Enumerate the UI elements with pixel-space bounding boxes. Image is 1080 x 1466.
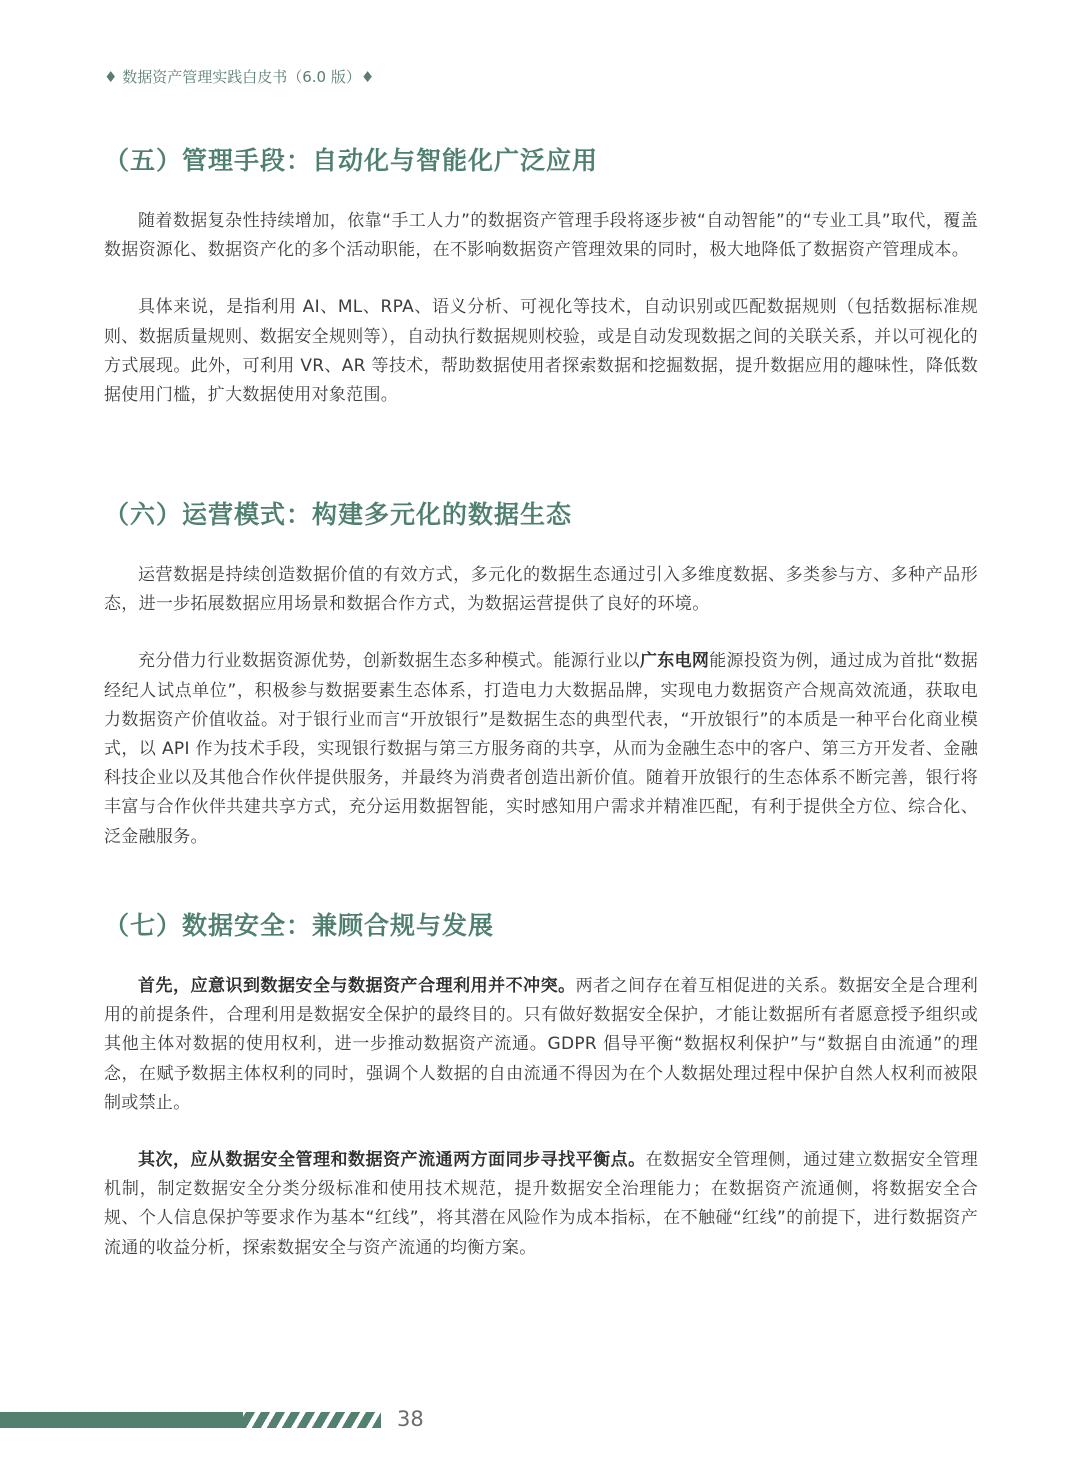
section-heading: （七）数据安全：兼顾合规与发展 <box>104 911 495 940</box>
bold-text: 首先，应意识到数据安全与数据资产合理利用并不冲突。 <box>138 976 576 996</box>
text-run: 随着数据复杂性持续增加，依靠“手工人力”的数据资产管理手段将逐步被“自动智能”的“专业工具”取代，覆盖数据资源化、数据资产化的多个活动职能，在不影响数据资产管理效果的同时，极大地降低了数据资产管理成本。 <box>104 211 978 261</box>
paragraph <box>104 1146 978 1263</box>
paragraph <box>104 207 978 265</box>
paragraph <box>104 561 978 619</box>
text-run: 运营数据是持续创造数据价值的有效方式，多元化的数据生态通过引入多维度数据、多类参与方、多种产品形态，进一步拓展数据应用场景和数据合作方式，为数据运营提供了良好的环境。 <box>104 565 978 615</box>
footer-stripes <box>243 1412 381 1428</box>
section-heading: （五）管理手段：自动化与智能化广泛应用 <box>104 146 599 175</box>
section-5 <box>104 141 978 410</box>
paragraph <box>104 647 978 851</box>
text-run: 在数据安全管理侧，通过建立数据安全管理机制，制定数据安全分类分级标准和使用技术规范，提升数据安全治理能力；在数据资产流通侧，将数据安全合规、个人信息保护等要求作为基本“红线”，将其潜在风险作为成本指标，在不触碰“红线”的前提下，进行数据资产流通的收益分析，探索数据安全与资产流通的均衡方案。 <box>104 1150 978 1258</box>
section-heading: （六）运营模式：构建多元化的数据生态 <box>104 500 573 529</box>
text-run: 充分借力行业数据资源优势，创新数据生态多种模式。能源行业以 <box>138 651 640 672</box>
bold-text: 广东电网 <box>640 651 710 672</box>
page-number: 38 <box>397 1407 424 1431</box>
text-run: 两者之间存在着互相促进的关系。数据安全是合理利用的前提条件，合理利用是数据安全保护的最终目的。只有做好数据安全保护，才能让数据所有者愿意授予组织或其他主体对数据的使用权利，进一步推动数据资产流通。GDPR 倡导平衡“数据权利保护”与“数据自由流通”的理念，在赋予数据主体权利的同时，强调个人数据的自由流通不得因为在个人数据处理过程中保护自然人权利而被限制或禁止。 <box>104 976 978 1113</box>
text-run: 能源投资为例，通过成为首批“数据经纪人试点单位”，积极参与数据要素生态体系，打造电力大数据品牌，实现电力数据资产合规高效流通，获取电力数据资产价值收益。对于银行业而言“开放银行”是数据生态的典型代表，“开放银行”的本质是一种平台化商业模式，以 API 作为技术手段，实现银行数据与第三方服务商的共享，从而为金融生态中的客户、第三方开发者、金融科技企业以及其他合作伙伴提供服务，并最终为消费者创造出新价值。随着开放银行的生态体系不断完善，银行将丰富与合作伙伴共建共享方式，充分运用数据智能，实时感知用户需求并精准匹配，有利于提供全方位、综合化、泛金融服务。 <box>104 651 979 847</box>
running-header: ♦ 数据资产管理实践白皮书（6.0 版）♦ <box>104 68 375 86</box>
section-7 <box>104 906 978 1263</box>
paragraph <box>104 972 978 1118</box>
text-run: 具体来说，是指利用 AI、ML、RPA、语义分析、可视化等技术，自动识别或匹配数据规则（包括数据标准规则、数据质量规则、数据安全规则等），自动执行数据规则校验，或是自动发现数据之间的关联关系，并以可视化的方式展现。此外，可利用 VR、AR 等技术，帮助数据使用者探索数据和挖掘数据，提升数据应用的趣味性，降低数据使用门槛，扩大数据使用对象范围。 <box>104 297 978 406</box>
footer-bar <box>0 1412 245 1428</box>
bold-text: 其次，应从数据安全管理和数据资产流通两方面同步寻找平衡点。 <box>138 1150 646 1171</box>
paragraph <box>104 293 978 410</box>
section-6 <box>104 495 978 852</box>
